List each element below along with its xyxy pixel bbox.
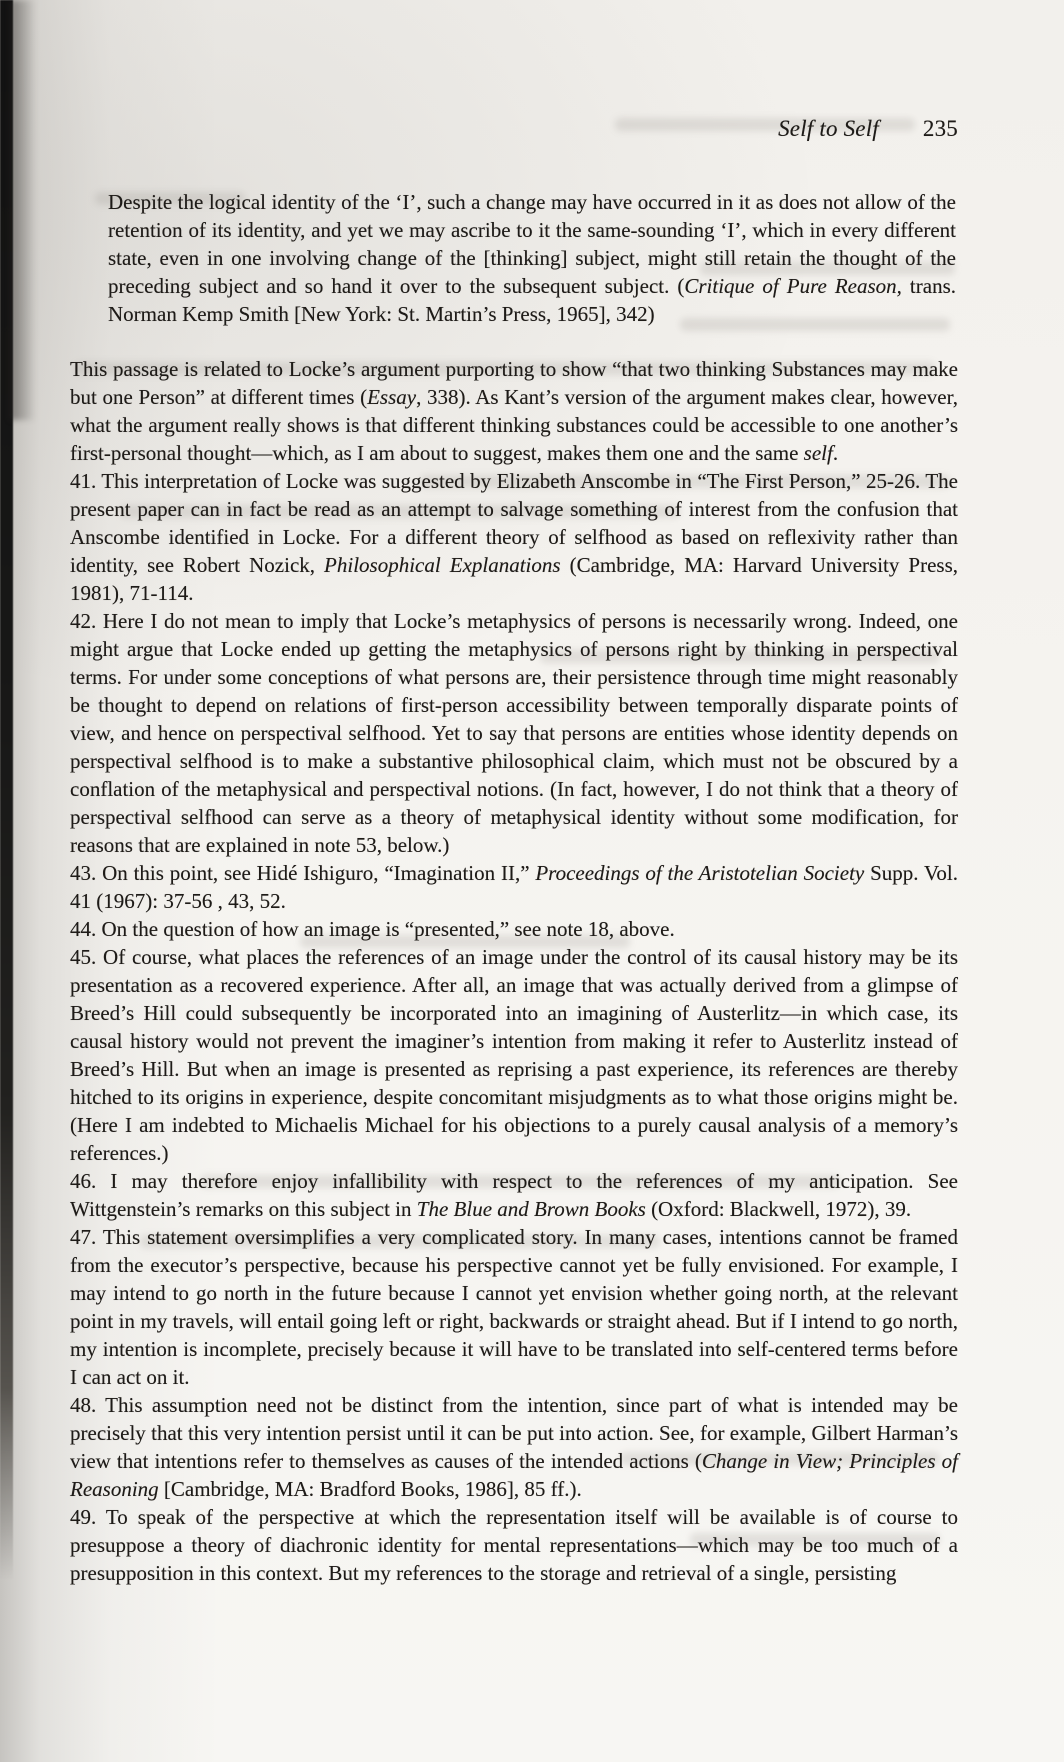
footnote-47 [70,1223,958,1391]
page-number: 235 [922,116,958,141]
footnote-46 [70,1167,958,1223]
text-run: 49. To speak of the perspective at which the representation itself will be available is of course to presuppose a theory of diachronic identity for mental representations—which may be too much of a presupposition in this context. But my references to the storage and retrieval of a single, persisting [70,1505,958,1585]
footnote-43 [70,859,958,915]
footnote-41 [70,467,958,607]
italic-text-run: Change in View; Principles of Reasoning [70,1449,958,1501]
text-run: Supp. Vol. 41 (1967): 37-56 , 43, 52. [70,861,958,913]
text-run: This passage is related to Locke’s argument purporting to show “that two thinking Substances may make but one Person” at different times ( [70,357,958,409]
text-run: (Cambridge, MA: Harvard University Press, 1981), 71-114. [70,553,959,605]
endnotes-section [70,355,958,1587]
page-body [70,0,958,1587]
text-run: [Cambridge, MA: Bradford Books, 1986], 85 ff.). [158,1477,582,1501]
italic-text-run: Essay [367,385,417,409]
footnote-45 [70,943,958,1167]
italic-text-run: The Blue and Brown Books [416,1197,646,1221]
text-run: 45. Of course, what places the references of an image under the control of its causal history may be its presentation as a recovered experience. After all, an image that was actually derived from a glimpse of Breed’s Hill could subsequently be incorporated into an imagining of Austerlitz—in which case, its causal history would not prevent the imaginer’s intention from making it refer to Austerlitz instead of Breed’s Hill. But when an image is presented as reprising a past experience, its references are thereby hitched to its origins in experience, despite concomitant misjudgments as to what those origins might be. (Here I am indebted to Michaelis Michael for his objections to a purely causal analysis of a memory’s references.) [70,945,958,1165]
text-run: (Oxford: Blackwell, 1972), 39. [645,1197,912,1221]
text-run: Despite the logical identity of the ‘I’, such a change may have occurred in it as does not allow of the retention of its identity, and yet we may ascribe to it the same-sounding ‘I’, which in every different state, even in one involving change of the [thinking] subject, might still retain the thought of the preceding subject and so hand it over to the subsequent subject. ( [108,190,956,298]
text-run: . [832,441,839,465]
quote-commentary-paragraph [70,355,958,467]
footnote-44 [70,915,958,943]
text-run: 41. This interpretation of Locke was suggested by Elizabeth Anscombe in “The First Person,” 25-26. The present paper can in fact be read as an attempt to salvage something of interest from the confusion that Anscombe identified in Locke. For a different theory of selfhood as based on reflexivity rather than identity, see Robert Nozick, [70,469,958,577]
running-title: Self to Self [778,116,879,141]
italic-text-run: Critique of Pure Reason, [684,274,902,298]
text-run: 46. I may therefore enjoy infallibility with respect to the references of my anticipation. See Wittgenstein’s remarks on this subject in [70,1169,958,1221]
footnote-49 [70,1503,958,1587]
text-run: 43. On this point, see Hidé Ishiguro, “Imagination II,” [70,861,536,885]
text-run: 42. Here I do not mean to imply that Locke’s metaphysics of persons is necessarily wrong. Indeed, one might argue that Locke ended up getting the metaphysics of persons right by thinking in perspectival terms. For under some conceptions of what persons are, their persistence through time might reasonably be thought to depend on relations of first-person accessibility between temporally disparate points of view, and hence on perspectival selfhood. Yet to say that persons are entities whose identity depends on perspectival selfhood is to make a substantive philosophical claim, which must not be obscured by a conflation of the metaphysical and perspectival notions. (In fact, however, I do not think that a theory of perspectival selfhood can serve as a theory of metaphysical identity without some modification, for reasons that are explained in note 53, below.) [70,609,958,857]
footnote-42 [70,607,958,859]
text-run: 47. This statement oversimplifies a very complicated story. In many cases, intentions cannot be framed from the executor’s perspective, because his perspective cannot yet be fully envisioned. For example, I may intend to go north in the future because I cannot yet envision whether going north, at the relevant point in my travels, will entail going left or right, backwards or straight ahead. But if I intend to go north, my intention is incomplete, precisely because it will have to be translated into self-centered terms before I can act on it. [70,1225,958,1389]
italic-text-run: self [803,441,833,465]
text-run: 48. This assumption need not be distinct from the intention, since part of what is intended may be precisely that this very intention persist until it can be put into action. See, for example, Gilbert Harman’s view that intentions refer to themselves as causes of the intended actions ( [70,1393,958,1473]
text-run: , 338). As Kant’s version of the argument makes clear, however, what the argument really shows is that different thinking substances could be accessible to one another’s first-personal thought—which, as I am about to suggest, makes them one and the same [70,385,958,465]
running-header [70,116,958,142]
italic-text-run: Proceedings of the Aristotelian Society [535,861,865,885]
scan-gutter-shadow-soft [10,0,36,420]
text-run: 44. On the question of how an image is “presented,” see note 18, above. [70,917,675,941]
text-run: trans. Norman Kemp Smith [New York: St. Martin’s Press, 1965], 342) [108,274,957,326]
block-quote [108,188,956,328]
footnote-48 [70,1391,958,1503]
italic-text-run: Philosophical Explanations [324,553,561,577]
